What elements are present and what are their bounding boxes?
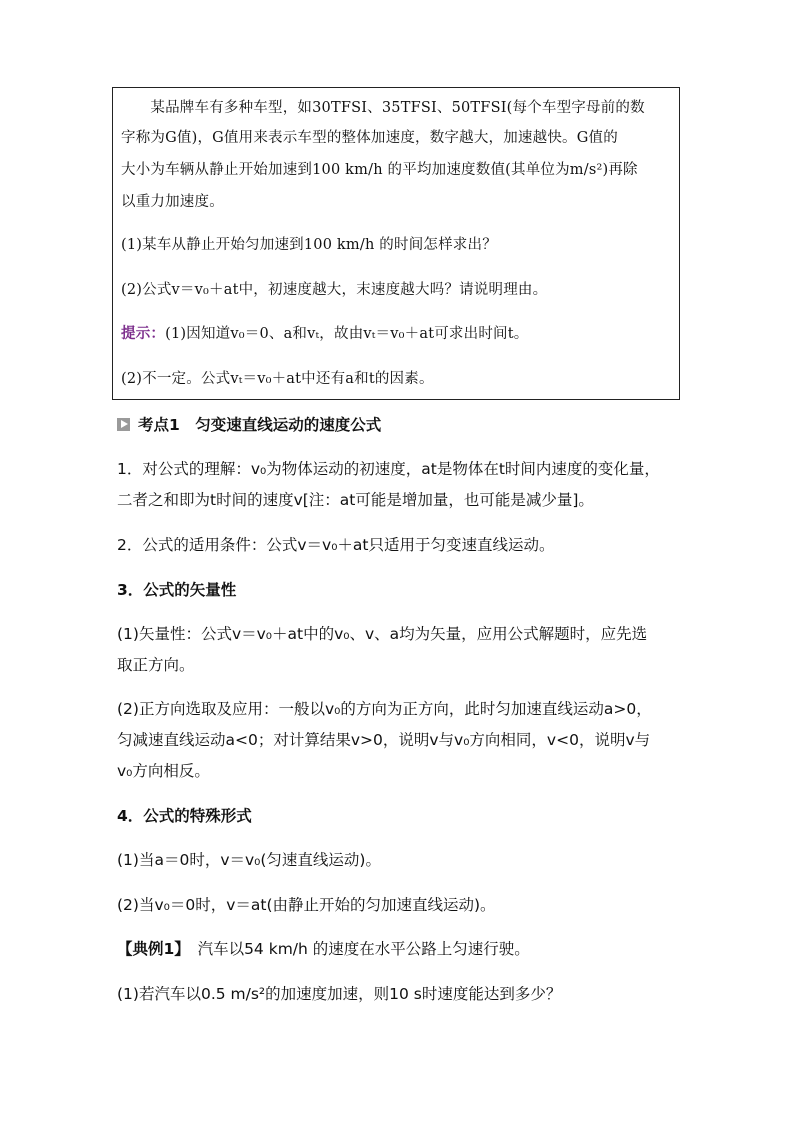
box-line-2: 字称为G值)，G值用来表示车型的整体加速度，数字越大，加速越快。G值的 — [121, 130, 618, 146]
box-line-4: 以重力加速度。 — [121, 194, 224, 210]
play-triangle-icon — [117, 418, 130, 431]
box-question-1: (1)某车从静止开始匀加速到100 km/h 的时间怎样求出？ — [121, 237, 497, 253]
section-heading — [117, 414, 381, 436]
example-line — [117, 938, 530, 960]
box-line-1: 某品牌车有多种车型，如30TFSI、35TFSI、50TFSI(每个车型字母前的数 — [121, 100, 645, 116]
para-3-1-line-2: 取正方向。 — [117, 656, 195, 674]
hint-line — [121, 324, 677, 344]
example-label: 【典例1】 — [117, 940, 183, 958]
para-1-line-1: 1．对公式的理解：v₀为物体运动的初速度，at是物体在t时间内速度的变化量， — [117, 460, 660, 478]
hint-text: (1)因知道v₀＝0、a和vₜ，故由vₜ＝v₀＋at可求出时间t。 — [165, 326, 529, 342]
section-title: 考点1 匀变速直线运动的速度公式 — [138, 416, 382, 434]
box-line-3: 大小为车辆从静止开始加速到100 km/h 的平均加速度数值(其单位为m/s²)再除 — [121, 162, 638, 178]
para-3-2-line-2: 匀减速直线运动a<0；对计算结果v>0，说明v与v₀方向相同，v<0，说明v与 — [117, 731, 651, 749]
box-question-2: (2)公式v＝v₀＋at中，初速度越大，末速度越大吗？请说明理由。 — [121, 282, 548, 298]
para-3-2-line-3: v₀方向相反。 — [117, 762, 210, 780]
para-2: 2．公式的适用条件：公式v＝v₀＋at只适用于匀变速直线运动。 — [117, 536, 555, 554]
para-4-heading: 4．公式的特殊形式 — [117, 807, 252, 825]
para-4-2: (2)当v₀＝0时，v＝at(由静止开始的匀加速直线运动)。 — [117, 896, 496, 914]
hint-line-2: (2)不一定。公式vₜ＝v₀＋at中还有a和t的因素。 — [121, 371, 434, 387]
para-3-heading: 3．公式的矢量性 — [117, 581, 237, 599]
example-question-1: (1)若汽车以0.5 m/s²的加速度加速，则10 s时速度能达到多少？ — [117, 985, 562, 1003]
para-3-2-line-1: (2)正方向选取及应用：一般以v₀的方向为正方向，此时匀加速直线运动a>0， — [117, 700, 652, 718]
para-3-1-line-1: (1)矢量性：公式v＝v₀＋at中的v₀、v、a均为矢量，应用公式解题时，应先选 — [117, 625, 648, 643]
para-4-1: (1)当a＝0时，v＝v₀(匀速直线运动)。 — [117, 851, 381, 869]
hint-label: 提示： — [121, 325, 166, 342]
para-1-line-2: 二者之和即为t时间的速度v[注：at可能是增加量，也可能是减少量]。 — [117, 491, 594, 509]
example-text: 汽车以54 km/h 的速度在水平公路上匀速行驶。 — [197, 940, 530, 958]
